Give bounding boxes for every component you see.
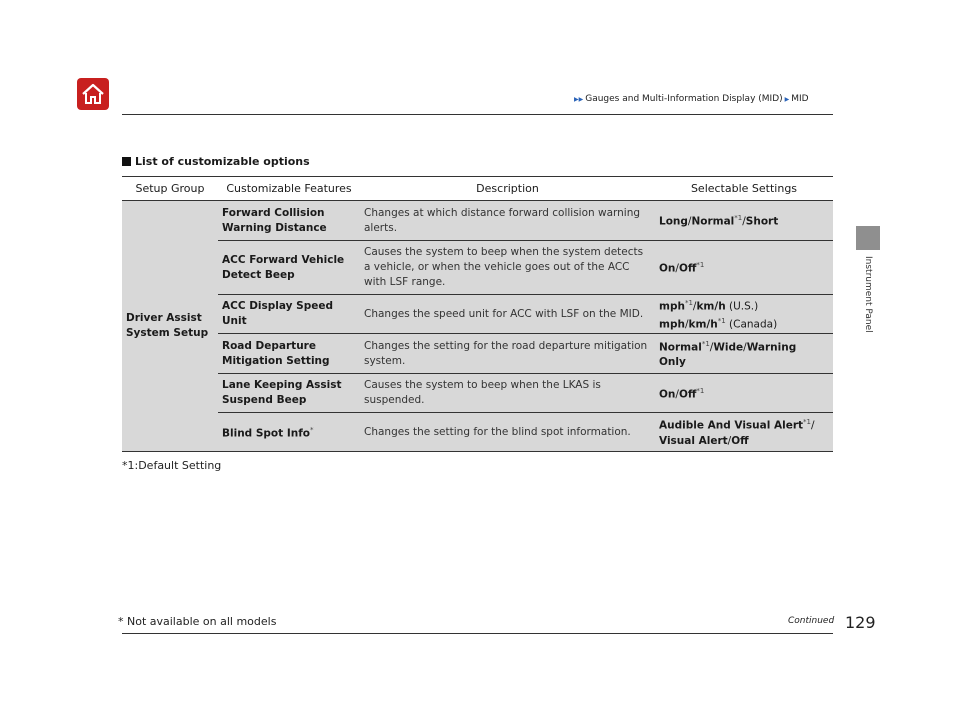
setup-group-cell: Driver Assist System Setup bbox=[122, 201, 218, 452]
column-header: Selectable Settings bbox=[655, 177, 833, 201]
header-divider bbox=[122, 114, 833, 115]
options-table bbox=[122, 176, 833, 452]
table-row bbox=[122, 374, 833, 413]
table-row bbox=[122, 334, 833, 374]
table-row bbox=[122, 413, 833, 452]
feature-cell: Road Departure Mitigation Setting bbox=[218, 334, 360, 374]
table-row bbox=[122, 295, 833, 334]
settings-cell: mph$^{*1}$/km/h (U.S.) mph/$km/h^{*1}$ (Canada) bbox=[655, 295, 833, 334]
feature-cell: ACC Display Speed Unit bbox=[218, 295, 360, 334]
description-cell: Changes at which distance forward collision warning alerts. bbox=[360, 201, 655, 241]
table-row bbox=[122, 241, 833, 295]
column-header: Setup Group bbox=[122, 177, 218, 201]
side-tab-label: Instrument Panel bbox=[863, 256, 873, 333]
settings-cell: Normal$^{*1}$/Wide/Warning Only bbox=[655, 334, 833, 374]
breadcrumb-link-gauges[interactable]: Gauges and Multi-Information Display (MID) bbox=[585, 94, 783, 104]
breadcrumb-arrow-icon: ▶ bbox=[784, 95, 790, 103]
feature-cell: ACC Forward Vehicle Detect Beep bbox=[218, 241, 360, 295]
page-number: 129 bbox=[845, 613, 876, 632]
default-setting-footnote: *1:Default Setting bbox=[122, 459, 222, 472]
breadcrumb bbox=[574, 94, 809, 104]
description-cell: Changes the speed unit for ACC with LSF on the MID. bbox=[360, 295, 655, 334]
table-row bbox=[122, 201, 833, 241]
description-cell: Changes the setting for the road departure mitigation system. bbox=[360, 334, 655, 374]
column-header: Description bbox=[360, 177, 655, 201]
settings-cell: On/Off$^{*1}$ bbox=[655, 374, 833, 413]
feature-cell: Blind Spot Info* bbox=[218, 413, 360, 452]
footer-divider bbox=[122, 633, 833, 634]
section-tab-marker bbox=[856, 226, 880, 250]
breadcrumb-link-mid[interactable]: MID bbox=[791, 94, 809, 104]
settings-cell: Audible And Visual Alert$^{*1}$/ Visual Alert/Off bbox=[655, 413, 833, 452]
settings-cell: On/Off$^{*1}$ bbox=[655, 241, 833, 295]
home-icon bbox=[81, 83, 105, 105]
square-bullet-icon bbox=[122, 157, 131, 166]
home-button[interactable] bbox=[77, 78, 109, 110]
section-title: List of customizable options bbox=[135, 155, 310, 168]
description-cell: Causes the system to beep when the LKAS is suspended. bbox=[360, 374, 655, 413]
feature-cell: Forward Collision Warning Distance bbox=[218, 201, 360, 241]
description-cell: Causes the system to beep when the system detects a vehicle, or when the vehicle goes out of the ACC with LSF range. bbox=[360, 241, 655, 295]
description-cell: Changes the setting for the blind spot information. bbox=[360, 413, 655, 452]
settings-cell: Long/Normal$^{*1}$/Short bbox=[655, 201, 833, 241]
table-header-row bbox=[122, 177, 833, 201]
feature-cell: Lane Keeping Assist Suspend Beep bbox=[218, 374, 360, 413]
section-heading bbox=[122, 155, 310, 168]
availability-note: * Not available on all models bbox=[118, 615, 277, 628]
column-header: Customizable Features bbox=[218, 177, 360, 201]
continued-label: Continued bbox=[788, 616, 835, 626]
breadcrumb-arrow-icon: ▶▶ bbox=[574, 95, 584, 103]
